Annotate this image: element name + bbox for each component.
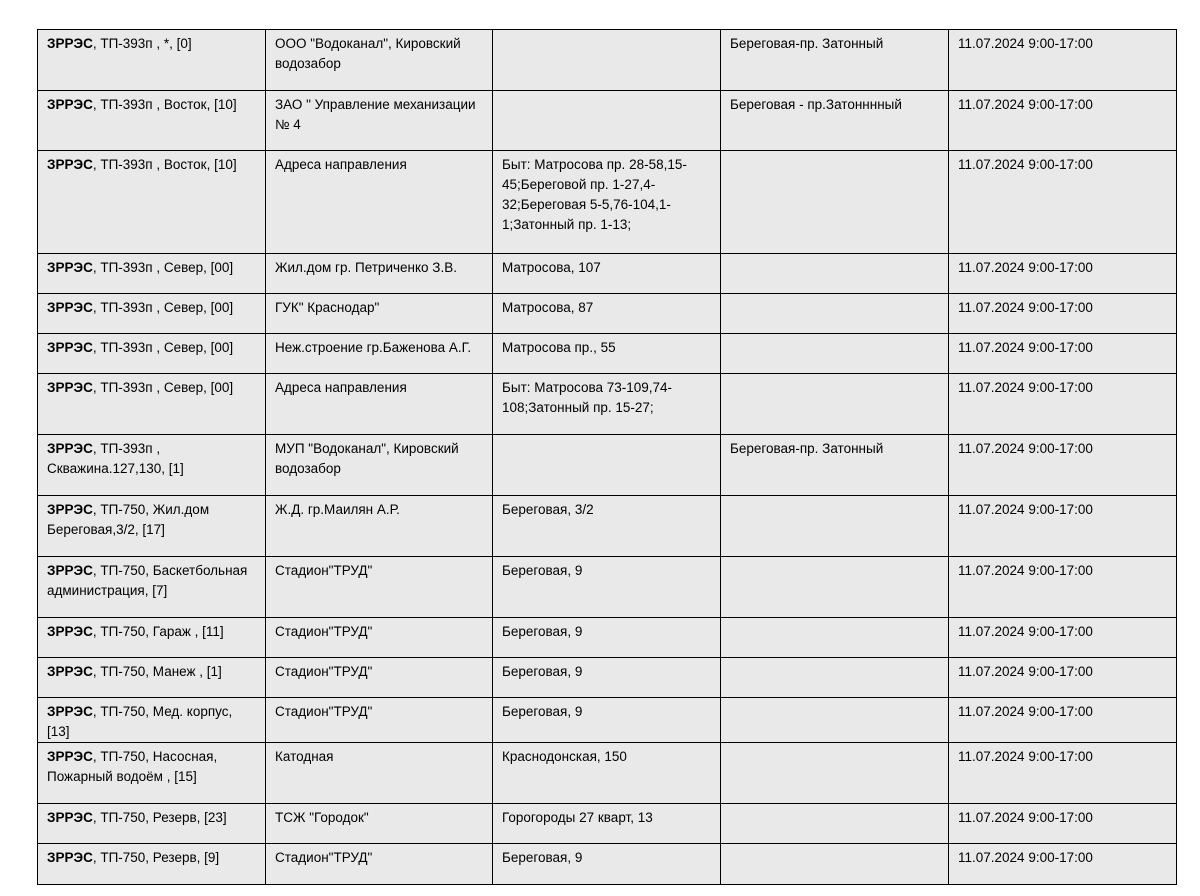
cell-street <box>721 844 949 885</box>
table-row <box>38 496 1177 557</box>
cell-substation <box>38 743 266 804</box>
cell-street <box>721 151 949 254</box>
cell-address: Матросова, 107 <box>493 254 721 294</box>
outage-table-body <box>38 30 1177 885</box>
cell-time: 11.07.2024 9:00-17:00 <box>949 374 1177 435</box>
region-code: ЗРРЭС <box>47 810 93 825</box>
table-row <box>38 334 1177 374</box>
cell-time: 11.07.2024 9:00-17:00 <box>949 435 1177 496</box>
table-row <box>38 435 1177 496</box>
cell-consumer: Жил.дом гр. Петриченко З.В. <box>266 254 493 294</box>
cell-consumer: Стадион"ТРУД" <box>266 844 493 885</box>
region-code: ЗРРЭС <box>47 850 93 865</box>
substation-label: , ТП-393п , Север, [00] <box>92 300 234 315</box>
cell-consumer: ТСЖ "Городок" <box>266 804 493 844</box>
table-row <box>38 743 1177 804</box>
cell-street <box>721 618 949 658</box>
cell-time: 11.07.2024 9:00-17:00 <box>949 30 1177 91</box>
cell-address: Береговая, 9 <box>493 618 721 658</box>
cell-street <box>721 804 949 844</box>
cell-street <box>721 743 949 804</box>
region-code: ЗРРЭС <box>47 157 93 172</box>
cell-address <box>493 30 721 91</box>
region-code: ЗРРЭС <box>47 624 93 639</box>
cell-time: 11.07.2024 9:00-17:00 <box>949 496 1177 557</box>
table-row <box>38 618 1177 658</box>
cell-time: 11.07.2024 9:00-17:00 <box>949 658 1177 698</box>
cell-consumer: Ж.Д. гр.Маилян А.Р. <box>266 496 493 557</box>
substation-label: , ТП-750, Гараж , [11] <box>92 624 224 639</box>
cell-address: Береговая, 9 <box>493 557 721 618</box>
cell-substation <box>38 374 266 435</box>
table-row <box>38 374 1177 435</box>
region-code: ЗРРЭС <box>47 749 93 764</box>
substation-label: , ТП-393п , Север, [00] <box>92 340 234 355</box>
cell-consumer: Стадион"ТРУД" <box>266 698 493 743</box>
cell-consumer: Адреса направления <box>266 151 493 254</box>
cell-address: Береговая, 9 <box>493 658 721 698</box>
cell-street <box>721 698 949 743</box>
region-code: ЗРРЭС <box>47 441 93 456</box>
region-code: ЗРРЭС <box>47 502 93 517</box>
cell-substation <box>38 844 266 885</box>
region-code: ЗРРЭС <box>47 36 93 51</box>
cell-consumer: Неж.строение гр.Баженова А.Г. <box>266 334 493 374</box>
cell-consumer: ООО "Водоканал", Кировский водозабор <box>266 30 493 91</box>
cell-address: Горогороды 27 кварт, 13 <box>493 804 721 844</box>
region-code: ЗРРЭС <box>47 380 93 395</box>
region-code: ЗРРЭС <box>47 704 93 719</box>
region-code: ЗРРЭС <box>47 563 93 578</box>
cell-consumer: ЗАО " Управление механизации № 4 <box>266 91 493 151</box>
cell-consumer: ГУК" Краснодар" <box>266 294 493 334</box>
substation-label: , ТП-393п , Восток, [10] <box>92 157 237 172</box>
cell-street <box>721 334 949 374</box>
cell-address: Береговая, 9 <box>493 844 721 885</box>
cell-address: Матросова, 87 <box>493 294 721 334</box>
cell-substation <box>38 294 266 334</box>
cell-address: Матросова пр., 55 <box>493 334 721 374</box>
cell-substation <box>38 435 266 496</box>
cell-substation <box>38 334 266 374</box>
cell-address: Береговая, 9 <box>493 698 721 743</box>
cell-street <box>721 557 949 618</box>
table-row <box>38 30 1177 91</box>
cell-street <box>721 294 949 334</box>
region-code: ЗРРЭС <box>47 300 93 315</box>
cell-time: 11.07.2024 9:00-17:00 <box>949 91 1177 151</box>
substation-label: , ТП-750, Жил.дом Береговая,3/2, [17] <box>47 502 210 537</box>
cell-address <box>493 91 721 151</box>
substation-label: , ТП-393п , Север, [00] <box>92 380 234 395</box>
cell-substation <box>38 91 266 151</box>
table-row <box>38 844 1177 885</box>
table-row <box>38 557 1177 618</box>
outage-table <box>37 29 1177 885</box>
cell-substation <box>38 496 266 557</box>
substation-label: , ТП-393п , Север, [00] <box>92 260 234 275</box>
cell-street <box>721 496 949 557</box>
substation-label: , ТП-750, Баскетбольная администрация, [7] <box>47 563 248 598</box>
substation-label: , ТП-750, Насосная, Пожарный водоём , [15] <box>47 749 218 784</box>
cell-address: Береговая, 3/2 <box>493 496 721 557</box>
cell-substation <box>38 618 266 658</box>
cell-address: Краснодонская, 150 <box>493 743 721 804</box>
cell-time: 11.07.2024 9:00-17:00 <box>949 151 1177 254</box>
table-row <box>38 804 1177 844</box>
cell-address: Быт: Матросова 73-109,74-108;Затонный пр. 15-27; <box>493 374 721 435</box>
substation-label: , ТП-393п , *, [0] <box>92 36 192 51</box>
region-code: ЗРРЭС <box>47 260 93 275</box>
cell-time: 11.07.2024 9:00-17:00 <box>949 618 1177 658</box>
cell-consumer: Стадион"ТРУД" <box>266 618 493 658</box>
region-code: ЗРРЭС <box>47 340 93 355</box>
cell-time: 11.07.2024 9:00-17:00 <box>949 334 1177 374</box>
table-row <box>38 254 1177 294</box>
table-row <box>38 91 1177 151</box>
cell-street <box>721 658 949 698</box>
cell-street: Береговая-пр. Затонный <box>721 30 949 91</box>
cell-substation <box>38 804 266 844</box>
cell-consumer: Адреса направления <box>266 374 493 435</box>
substation-label: , ТП-750, Резерв, [23] <box>92 810 227 825</box>
substation-label: , ТП-393п , Восток, [10] <box>92 97 237 112</box>
cell-address <box>493 435 721 496</box>
cell-address: Быт: Матросова пр. 28-58,15-45;Береговой пр. 1-27,4-32;Береговая 5-5,76-104,1-1;Затонный пр. 1-13; <box>493 151 721 254</box>
cell-street <box>721 374 949 435</box>
cell-time: 11.07.2024 9:00-17:00 <box>949 698 1177 743</box>
cell-substation <box>38 254 266 294</box>
table-row <box>38 698 1177 743</box>
cell-consumer: МУП "Водоканал", Кировский водозабор <box>266 435 493 496</box>
cell-substation <box>38 30 266 91</box>
substation-label: , ТП-750, Резерв, [9] <box>92 850 220 865</box>
cell-consumer: Стадион"ТРУД" <box>266 557 493 618</box>
substation-label: , ТП-750, Мед. корпус, [13] <box>47 704 233 739</box>
cell-substation <box>38 698 266 743</box>
cell-substation <box>38 151 266 254</box>
cell-street: Береговая - пр.Затонннный <box>721 91 949 151</box>
substation-label: , ТП-393п , Скважина.127,130, [1] <box>47 441 184 476</box>
cell-time: 11.07.2024 9:00-17:00 <box>949 844 1177 885</box>
table-row <box>38 294 1177 334</box>
substation-label: , ТП-750, Манеж , [1] <box>92 664 222 679</box>
cell-time: 11.07.2024 9:00-17:00 <box>949 743 1177 804</box>
table-row <box>38 151 1177 254</box>
region-code: ЗРРЭС <box>47 97 93 112</box>
cell-substation <box>38 557 266 618</box>
cell-time: 11.07.2024 9:00-17:00 <box>949 557 1177 618</box>
cell-consumer: Стадион"ТРУД" <box>266 658 493 698</box>
cell-street: Береговая-пр. Затонный <box>721 435 949 496</box>
cell-consumer: Катодная <box>266 743 493 804</box>
cell-time: 11.07.2024 9:00-17:00 <box>949 294 1177 334</box>
cell-time: 11.07.2024 9:00-17:00 <box>949 254 1177 294</box>
region-code: ЗРРЭС <box>47 664 93 679</box>
cell-time: 11.07.2024 9:00-17:00 <box>949 804 1177 844</box>
table-row <box>38 658 1177 698</box>
cell-street <box>721 254 949 294</box>
cell-substation <box>38 658 266 698</box>
